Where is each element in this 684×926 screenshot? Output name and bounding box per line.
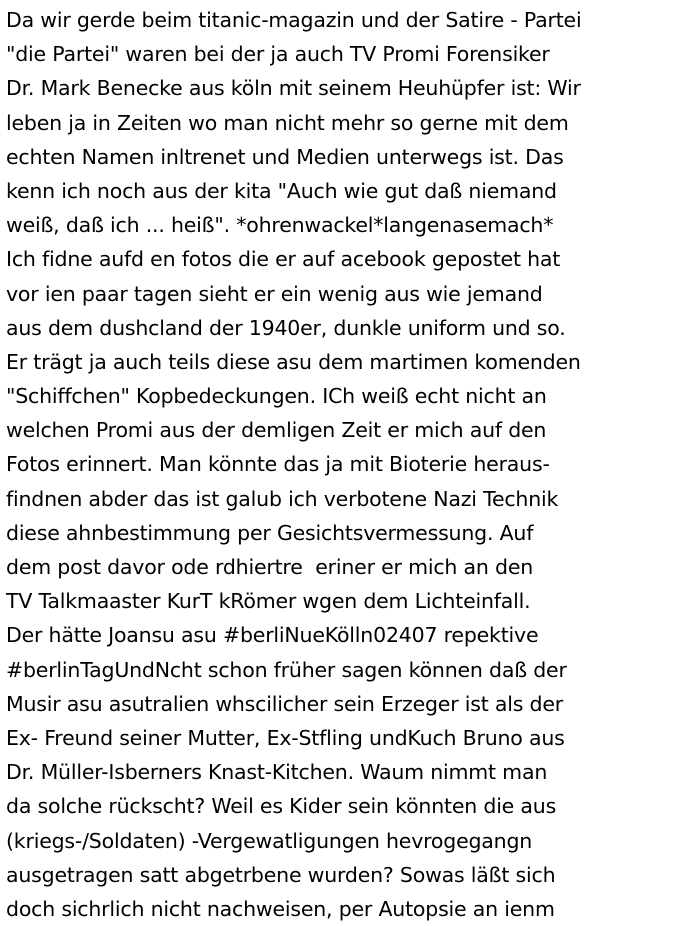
text-line: diese ahnbestimmung per Gesichtsvermessung. Auf xyxy=(6,520,534,545)
text-line: #berlinTagUndNcht schon früher sagen können daß der xyxy=(6,657,567,682)
text-line: Der hätte Joansu asu #berliNueKölln02407 repektive xyxy=(6,623,539,648)
text-line: "Schiffchen" Kopbedeckungen. ICh weiß echt nicht an xyxy=(6,384,547,409)
text-line: ausgetragen satt abgetrbene wurden? Sowas läßt sich xyxy=(6,862,556,887)
text-line: findnen abder das ist galub ich verbotene Nazi Technik xyxy=(6,486,559,511)
text-line: Ex- Freund seiner Mutter, Ex-Stfling undKuch Bruno aus xyxy=(6,725,565,750)
text-line: vor ien paar tagen sieht er ein wenig aus wie jemand xyxy=(6,281,543,306)
body-text xyxy=(6,3,682,926)
text-line: Da wir gerde beim titanic-magazin und der Satire - Partei xyxy=(6,8,582,32)
text-line: Dr. Mark Benecke aus köln mit seinem Heuhüpfer ist: Wir xyxy=(6,76,581,101)
text-line: weiß, daß ich ... heiß". *ohrenwackel*langenasemach* xyxy=(6,213,554,238)
text-line: Dr. Müller-Isberners Knast-Kitchen. Waum nimmt man xyxy=(6,760,548,785)
text-line: Er trägt ja auch teils diese asu dem martimen komenden xyxy=(6,349,581,374)
text-line: kenn ich noch aus der kita "Auch wie gut daß niemand xyxy=(6,178,557,203)
text-line: leben ja in Zeiten wo man nicht mehr so gerne mit dem xyxy=(6,110,569,135)
text-line: doch sichrlich nicht nachweisen, per Autopsie an ienm xyxy=(6,896,555,921)
text-line: da solche rückscht? Weil es Kider sein könnten die aus xyxy=(6,794,557,819)
text-line: Fotos erinnert. Man könnte das ja mit Bioterie heraus- xyxy=(6,452,550,477)
text-line: (kriegs-/Soldaten) -Vergewatligungen hevrogegangn xyxy=(6,828,533,853)
text-line: echten Namen inltrenet und Medien unterwegs ist. Das xyxy=(6,144,564,169)
text-line: welchen Promi aus der demligen Zeit er mich auf den xyxy=(6,418,547,443)
text-line: aus dem dushcland der 1940er, dunkle uniform und so. xyxy=(6,315,566,340)
text-line: TV Talkmaaster KurT kRömer wgen dem Lichteinfall. xyxy=(6,589,531,614)
text-line: Ich fidne aufd en fotos die er auf acebook gepostet hat xyxy=(6,247,561,272)
text-line: dem post davor ode rdhiertre eriner er mich an den xyxy=(6,555,534,579)
text-line: Musir asu asutralien whscilicher sein Erzeger ist als der xyxy=(6,691,564,716)
text-line: "die Partei" waren bei der ja auch TV Promi Forensiker xyxy=(6,42,550,67)
